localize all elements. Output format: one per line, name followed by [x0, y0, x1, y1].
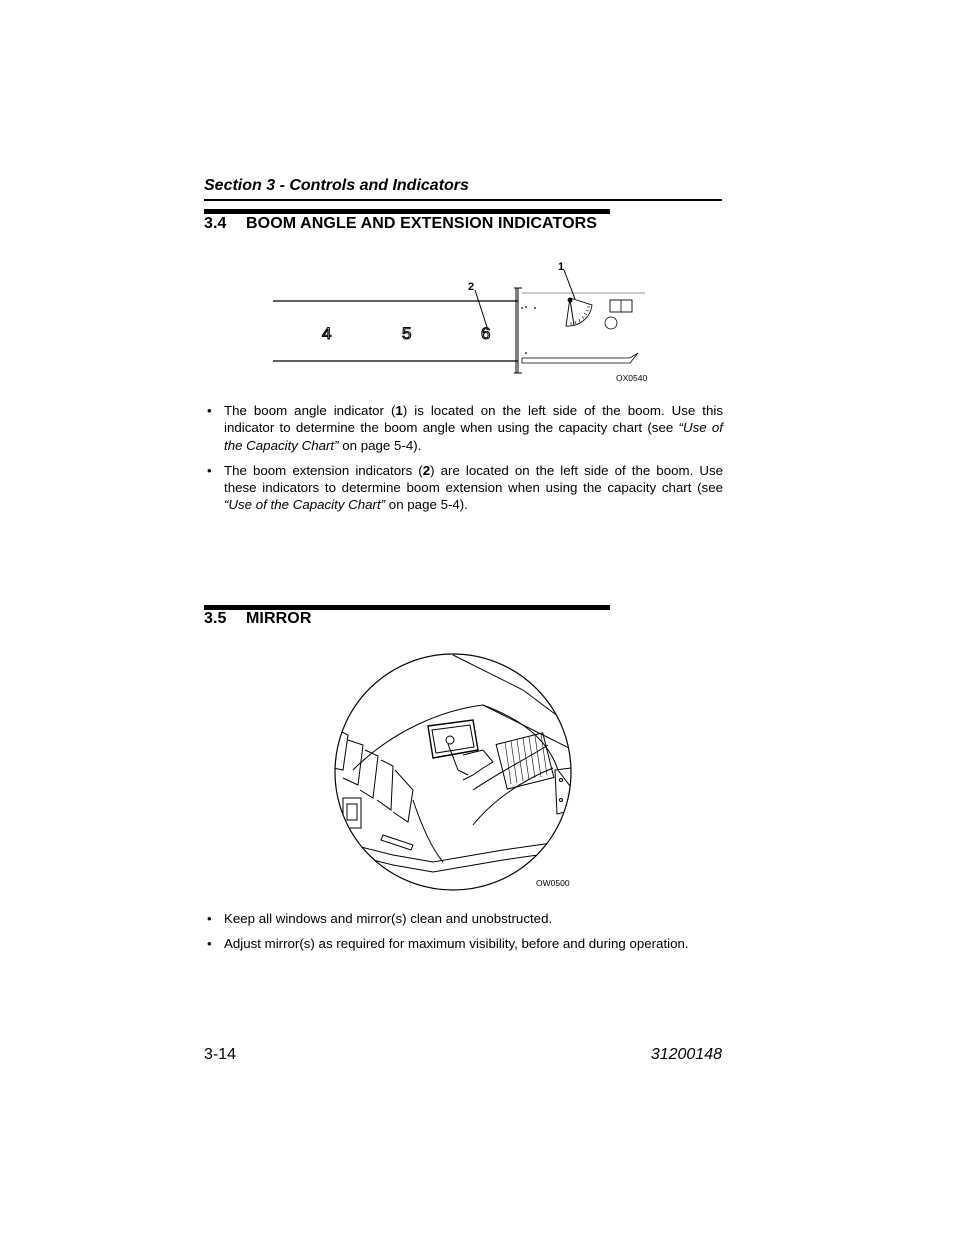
- boom-indicator-figure: [270, 255, 655, 385]
- mirror-illustration: [333, 650, 579, 895]
- figure-caption: OW0500: [536, 878, 570, 888]
- bullet-dot: •: [207, 911, 212, 926]
- section-heading-3-5: [204, 610, 311, 628]
- header-rule: [204, 199, 722, 201]
- cross-reference: “Use of the Capacity Chart”: [224, 420, 724, 453]
- section-number: 3.5: [204, 610, 227, 627]
- boom-mark-4: 4: [322, 324, 332, 343]
- running-header: Section 3 - Controls and Indicators: [204, 177, 469, 194]
- mirror-bullets: [204, 910, 723, 961]
- section-number: 3.4: [204, 215, 227, 232]
- figure-caption: OX0540: [616, 373, 648, 383]
- mirror-figure: [333, 650, 579, 895]
- cross-reference: “Use of the Capacity Chart”: [224, 497, 386, 513]
- page-number: 3-14: [204, 1046, 237, 1063]
- bullet-dot: •: [207, 462, 212, 478]
- callout-2: 2: [468, 281, 475, 293]
- section-title: BOOM ANGLE AND EXTENSION INDICATORS: [246, 215, 598, 232]
- boom-mark-6: 6: [481, 324, 491, 343]
- document-number: 31200148: [650, 1046, 722, 1063]
- boom-illustration: [270, 255, 655, 385]
- section-heading-3-4: [204, 215, 597, 233]
- boom-mark-5: 5: [402, 324, 412, 343]
- bullet-dot: •: [207, 403, 212, 418]
- bullet-item: • Adjust mirror(s) as required for maximum visibility, before and during operation.: [207, 936, 689, 952]
- bullet-dot: •: [207, 936, 212, 952]
- bullet-item: • Keep all windows and mirror(s) clean and unobstructed.: [207, 911, 553, 926]
- bullet-item: • The boom extension indicators (2) are located on the left side of the boom. Use these indicators to determine boom extension when using the capacity chart (see “Use of the Capacity Chart” on page 5-4).: [207, 462, 723, 513]
- boom-indicator-bullets: [204, 402, 723, 522]
- section-title: MIRROR: [246, 610, 312, 627]
- callout-1: 1: [558, 261, 565, 273]
- section-divider: [204, 209, 610, 214]
- bullet-item: • The boom angle indicator (1) is located on the left side of the boom. Use this indicator to determine the boom angle when using the capacity chart (see “Use of the Capacity Chart” on page 5-4).: [207, 403, 724, 453]
